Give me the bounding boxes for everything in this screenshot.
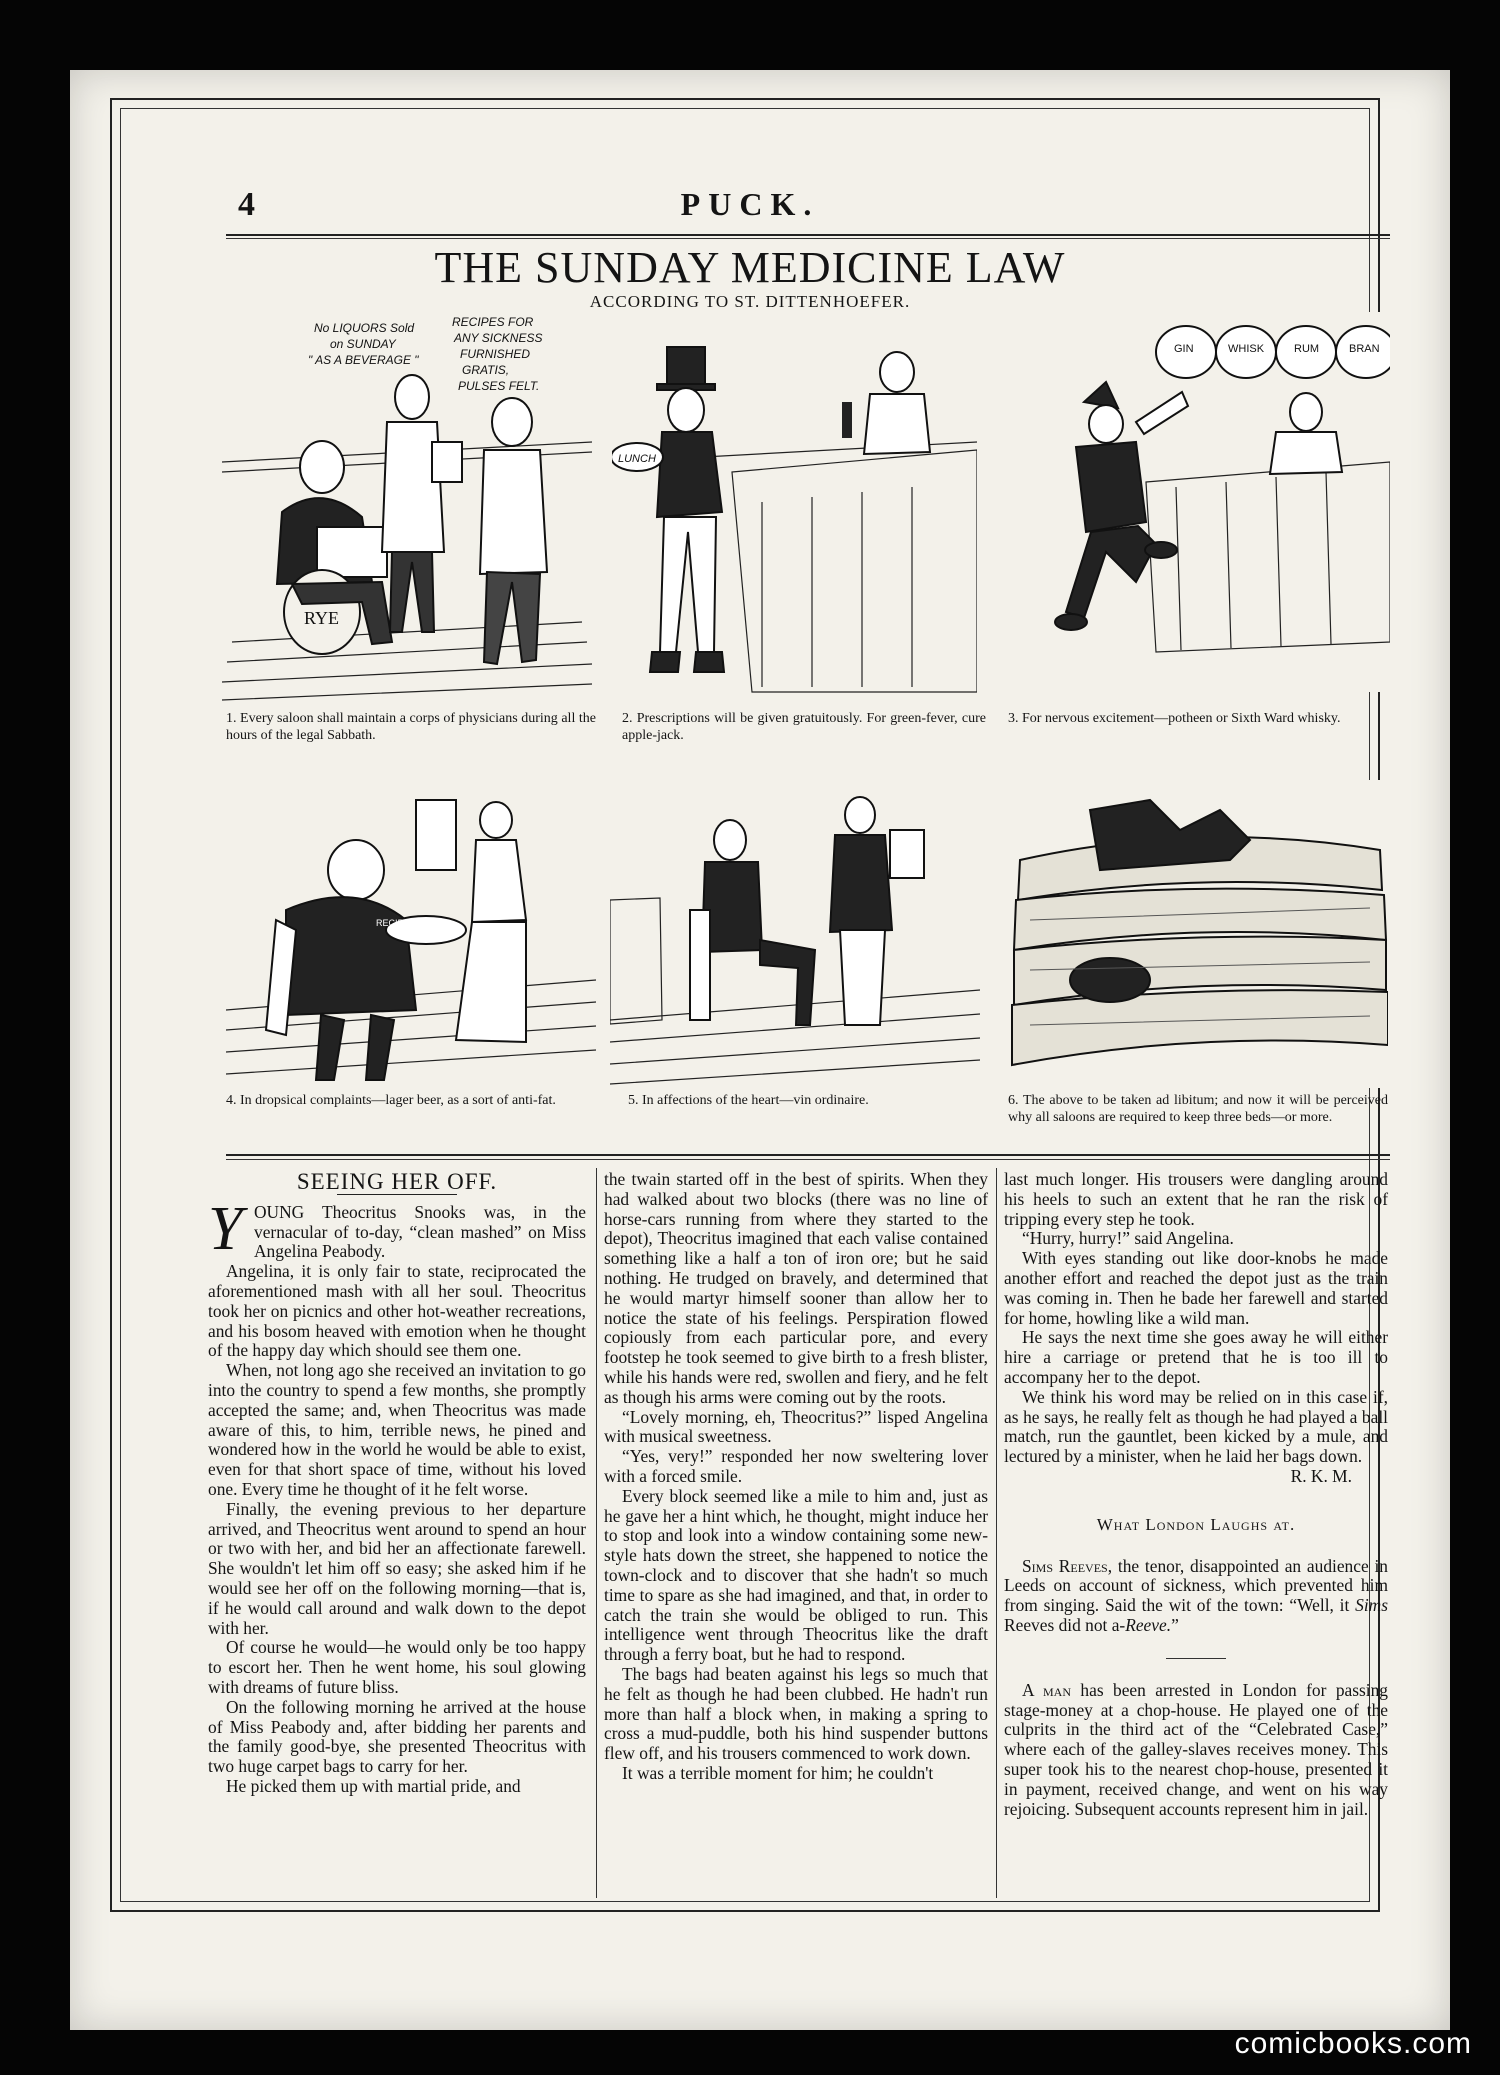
cartoon-panel-4 — [226, 780, 596, 1088]
caption-3: 3. For nervous excitement—potheen or Sixth Ward whisky. — [1008, 711, 1341, 726]
svg-text:FURNISHED: FURNISHED — [460, 347, 531, 361]
masthead-rule — [226, 234, 1390, 236]
barrel-gin: GIN — [1174, 343, 1194, 355]
sign-recipes: RECIPES FOR — [452, 315, 534, 329]
story-title: SEEING HER OFF. — [296, 1169, 498, 1194]
svg-text:on SUNDAY: on SUNDAY — [330, 337, 396, 351]
cartoon-subtitle: ACCORDING TO ST. DITTENHOEFER. — [589, 292, 911, 311]
masthead: PUCK. — [680, 186, 820, 222]
london-item-2: A man has been arrested in London for passing stage-money at a chop-house. He played one of the culprits in the third act of the “Celebrated Case,” where each of the galley-slaves receives money. This super took his to the nearest chop-house, presented it in payment, received change, and went on his way rejoicing. Subsequent accounts represent him in jail. — [1004, 1679, 1388, 1819]
recipe-tag: RECIPE — [376, 918, 410, 928]
cartoon-bottom-rule — [226, 1154, 1390, 1156]
caption-5: 5. In affections of the heart—vin ordinaire. — [628, 1093, 869, 1108]
story-signature: R. K. M. — [1290, 1465, 1352, 1486]
barrel-whisk: WHISK — [1228, 343, 1265, 355]
svg-text:GRATIS,: GRATIS, — [462, 363, 510, 377]
story-column-1: SEEING HER OFF. YOUNG Theocritus Snooks was, in the vernacular of to-day, “clean mashed” on Miss Angelina Peabody. Angelina, it is only fair to state, reciprocated the aforementioned mash with all her soul. Theocritus took her on picnics and other hot-weather recreations, and his bosom heaved with emotion when he thought of the happy day which should see them one. When, not long ago she received an invitation to go into the country to spend a few months, she promptly accepted the same; and, when Theocritus was made aware of this, to him, terrible news, he pined and wondered how in the world he would be able to exist, even for that short space of time, without his loved one. Every time he thought of it he felt worse. Finally, the evening previous to her departure arrived, and Theocritus went around to spend an hour or two with her, and bid her an affectionate farewell. She wouldn't let him off so easy; she asked him if he would see her off on the following morning—that is, if he would call around and walk down to the depot with her. Of course he would—he would only be too happy to escort her. Then he went home, his soul glowing with dreams of future bliss. On the following morning he arrived at the house of Miss Peabody and, after bidding her parents and the family good-bye, she presented Theocritus with two huge carpet bags to carry for her. He picked them up with martial pride, and — [208, 1169, 586, 1796]
london-item-1: Sims Reeves, the tenor, disappointed an audience in Leeds on account of sickness, which prevented him from singing. Said the wit of the town: “Well, it Sims Reeves did not a-Reeve.” — [1004, 1555, 1389, 1635]
cartoon-panel-5 — [610, 780, 980, 1088]
caption-4: 4. In dropsical complaints—lager beer, as a sort of anti-fat. — [226, 1093, 556, 1108]
svg-text:ANY SICKNESS: ANY SICKNESS — [454, 331, 543, 345]
barrel-bran: BRAN — [1349, 343, 1380, 355]
cartoon-panel-2 — [612, 332, 977, 702]
caption-2: 2. Prescriptions will be given gratuitously. For green-fever, cure apple-jack. — [622, 711, 986, 743]
cartoon-panel-1 — [222, 312, 592, 702]
london-heading: What London Laughs at. — [1096, 1514, 1296, 1534]
cartoon-title: THE SUNDAY MEDICINE LAW — [434, 243, 1066, 292]
sign-no-liquors: No LIQUORS Sold — [314, 321, 415, 335]
cartoon-panel-3 — [1006, 312, 1390, 692]
watermark: comicbooks.com — [1234, 2027, 1472, 2060]
barrel-label: RYE — [304, 608, 340, 628]
cartoon-panel-6 — [1010, 780, 1388, 1088]
svg-text:" AS A BEVERAGE ": " AS A BEVERAGE " — [308, 353, 419, 367]
lunch-sign: LUNCH — [618, 453, 656, 465]
caption-6: 6. The above to be taken ad libitum; and now it will be perceived why all saloons are required to keep three beds—or more. — [1008, 1093, 1388, 1125]
caption-1: 1. Every saloon shall maintain a corps of physicians during all the hours of the legal Sabbath. — [226, 711, 596, 743]
story-column-3: last much longer. His trousers were dangling around his heels to such an extent that he ran the risk of tripping every step he took. “Hurry, hurry!” said Angelina. With eyes standing out like door-knobs he made another effort and reached the depot just as the train was coming in. Then he bade her farewell and started for home, howling like a wild man. He says the next time she goes away he will either hire a carriage or pretend that he is too ill to accompany her to the depot. We think his word may be relied on in this case if, as he says, he really felt as though he had played a ball match, run the gauntlet, been kicked by a mule, and lectured by a minister, when he laid her bags down. R. K. M. What London Laughs at. Sims Reeves, the tenor, disappointed an audience in Leeds on account of sickness, which prevented him from singing. Said the wit of the town: “Well, it Sims Reeves did not a-Reeve.” A man has been arrested in London for passing stage-money at a chop-house. He played one of the culprits in the third act of the “Celebrated Case,” where each of the galley-slaves receives money. This super took his to the nearest chop-house, presented it in payment, received change, and went on his way rejoicing. Subsequent accounts represent him in jail. — [1004, 1169, 1389, 1819]
story-column-2: the twain started off in the best of spirits. When they had walked about two blocks (there was no line of horse-cars running from where they started to the depot), Theocritus imagined that each valise contained something like a half a ton of iron ore; but he said nothing. He trudged on bravely, and determined that he would martyr himself sooner than allow her to notice the state of his feelings. Perspiration flowed copiously from each particular pore, and every footstep he took seemed to give birth to a fresh blister, while his hands were red, swollen and fiery, and he felt as though his arms were coming out by the roots. “Lovely morning, eh, Theocritus?” lisped Angelina with musical sweetness. “Yes, very!” responded her now sweltering lover with a forced smile. Every block seemed like a mile to him and, just as he gave her a hint which, he thought, might induce her to stop and look into a window containing some new-style hats down the street, she happened to notice the town-clock and to discover that she hadn't so much time to spare as she had imagined, and that, in order to catch the train she would be obliged to run. This intelligence went through Theocritus like the draft through a ferry boat, but he had to respond. The bags had beaten against his legs so much that he felt as though he had been clubbed. He hadn't run more than half a block when, in making a spring to cross a mud-puddle, both his hind suspender buttons flew off, and his trousers commenced to work down. It was a terrible moment for him; he couldn't — [604, 1169, 988, 1783]
dropcap: Y — [208, 1194, 243, 1263]
svg-text:PULSES FELT.: PULSES FELT. — [458, 379, 540, 393]
barrel-rum: RUM — [1294, 343, 1320, 355]
page-number: 4 — [238, 186, 255, 223]
